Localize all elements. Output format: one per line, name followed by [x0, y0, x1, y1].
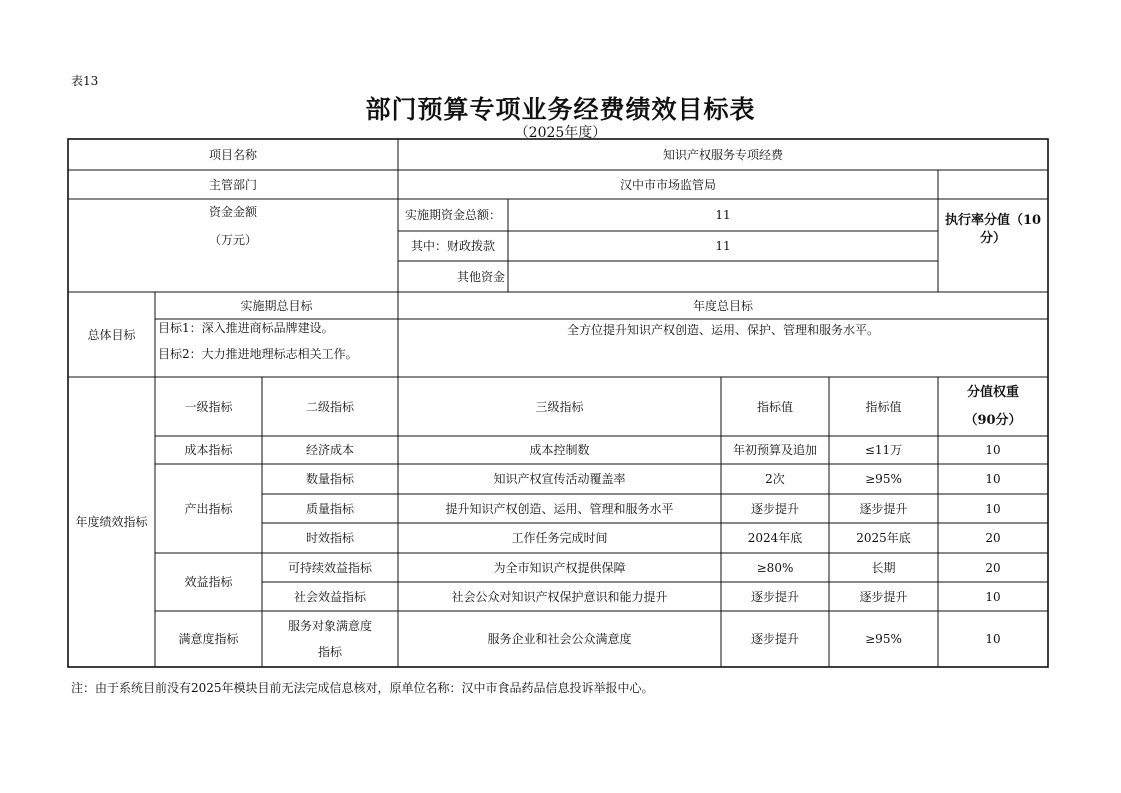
row-level2: 社会效益指标: [293, 589, 366, 604]
row-weight: 20: [985, 560, 1001, 575]
fiscal-funds-value: 11: [715, 239, 731, 253]
row-value1: 2024年底: [747, 531, 803, 545]
funds-label-line1: 资金金额: [208, 205, 257, 219]
annual-goal-text: 全方位提升知识产权创造、运用、保护、管理和服务水平。: [566, 323, 879, 337]
row-value2: ≥95%: [865, 472, 902, 486]
row-weight: 10: [985, 589, 1001, 604]
department-label: 主管部门: [208, 177, 257, 192]
row-weight: 10: [985, 501, 1001, 516]
level1-cost: 成本指标: [184, 443, 233, 457]
row-value1: 逐步提升: [750, 501, 799, 516]
row-value2: 2025年底: [856, 531, 911, 545]
row-level2-line2: 指标: [317, 645, 342, 659]
row-weight: 10: [985, 443, 1001, 457]
row-level3: 服务企业和社会公众满意度: [487, 632, 632, 646]
row-level3: 知识产权宣传活动覆盖率: [493, 472, 626, 486]
project-name-label: 项目名称: [208, 147, 257, 162]
row-value1: 逐步提升: [750, 632, 799, 646]
row-level2: 经济成本: [305, 443, 354, 457]
row-value1: 逐步提升: [750, 589, 799, 604]
row-level3: 为全市知识产权提供保障: [493, 560, 626, 575]
total-funds-label: 实施期资金总额：: [404, 208, 501, 222]
row-level2: 数量指标: [305, 472, 354, 486]
level3-header: 三级指标: [535, 399, 584, 414]
row-weight: 20: [985, 531, 1001, 545]
level1-header: 一级指标: [184, 399, 233, 414]
document-title: 部门预算专项业务经费绩效目标表: [365, 95, 756, 124]
weight-header-line1: 分值权重: [966, 384, 1019, 400]
row-value2: ≤11万: [864, 443, 903, 457]
level1-output: 产出指标: [184, 501, 233, 516]
period-goal-header: 实施期总目标: [240, 298, 313, 313]
value-header-2: 指标值: [865, 399, 902, 414]
total-funds-value: 11: [715, 208, 731, 222]
annual-indicators-label: 年度绩效指标: [75, 515, 148, 529]
execution-rate-label: 执行率分值（10分）: [944, 213, 1042, 246]
table-number-label: 表13: [71, 74, 99, 88]
row-weight: 10: [985, 472, 1001, 486]
period-goals: [155, 319, 398, 377]
row-value1: 2次: [765, 472, 785, 486]
fiscal-funds-label: 其中：财政拨款: [410, 239, 495, 253]
department-value: 汉中市市场监管局: [619, 177, 716, 192]
other-funds-value: [508, 261, 938, 292]
row-level2: 可持续效益指标: [287, 560, 372, 575]
weight-header: [938, 377, 1048, 436]
row-level2: 质量指标: [305, 501, 354, 516]
row-value2: 逐步提升: [859, 501, 908, 516]
row-level3: 工作任务完成时间: [511, 531, 608, 545]
overall-goal-label: 总体目标: [87, 327, 136, 342]
period-goal-1: 目标1：深入推进商标品牌建设。: [158, 321, 334, 335]
level2-header: 二级指标: [305, 399, 354, 414]
other-funds-label: 其他资金: [456, 269, 505, 284]
value-header-1: 指标值: [756, 399, 793, 414]
weight-header-line2: （90分）: [964, 412, 1022, 428]
row-value2: 长期: [871, 560, 896, 575]
row-level3: 社会公众对知识产权保护意识和能力提升: [451, 589, 668, 604]
level1-satisfaction: 满意度指标: [178, 632, 239, 646]
row-value1: ≥80%: [756, 560, 794, 575]
row-level2: 时效指标: [305, 531, 354, 545]
row-value1: 年初预算及追加: [732, 443, 817, 457]
document-year: （2025年度）: [514, 125, 607, 141]
annual-goal-header: 年度总目标: [692, 298, 753, 313]
row-level2-line1: 服务对象满意度: [287, 619, 372, 633]
funds-label-line2: （万元）: [208, 233, 257, 247]
row-level2: [262, 611, 398, 667]
row-weight: 10: [985, 632, 1001, 646]
row-level3: 提升知识产权创造、运用、管理和服务水平: [445, 501, 674, 516]
footnote: 注：由于系统目前没有2025年模块目前无法完成信息核对，原单位名称：汉中市食品药品信息投诉举报中心。: [71, 681, 654, 695]
row-level3: 成本控制数: [529, 443, 590, 457]
funds-amount-label: [68, 199, 398, 292]
project-name-value: 知识产权服务专项经费: [662, 147, 783, 162]
period-goal-2: 目标2：大力推进地理标志相关工作。: [158, 347, 358, 361]
level1-benefit: 效益指标: [184, 575, 233, 589]
row-value2: 逐步提升: [859, 589, 908, 604]
row-value2: ≥95%: [865, 632, 902, 646]
